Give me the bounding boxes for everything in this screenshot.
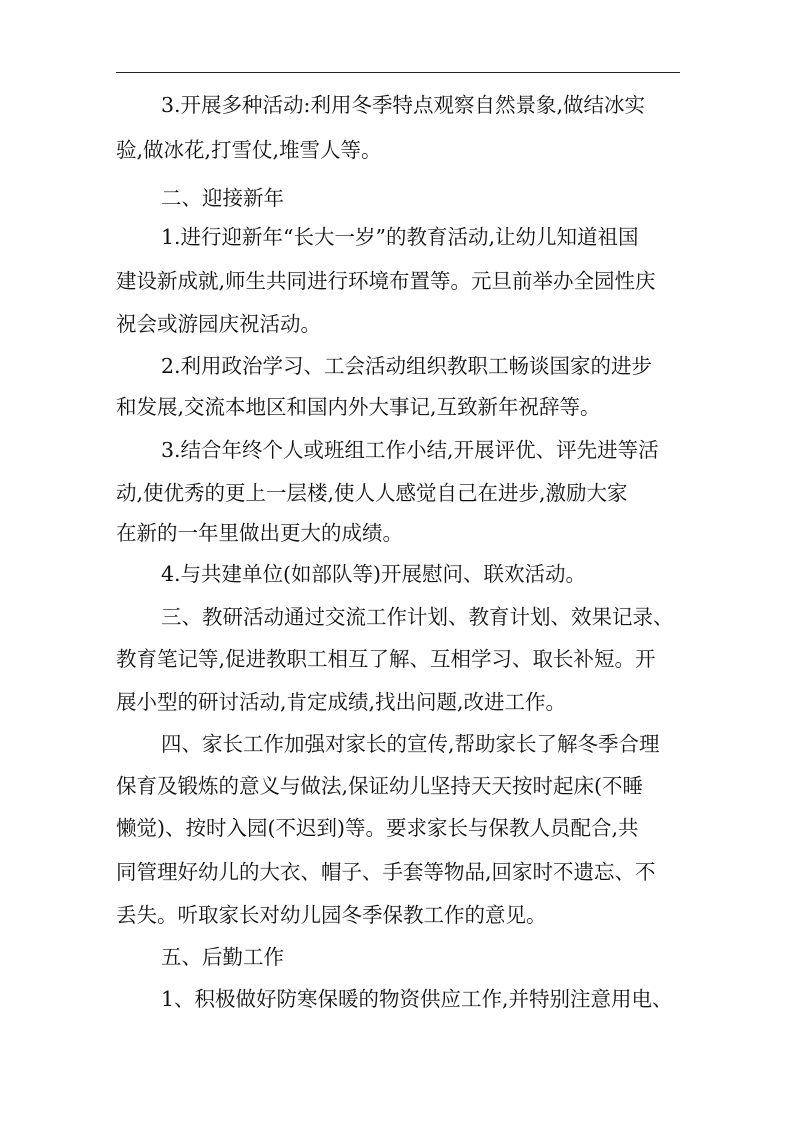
paragraph-line: 验,做冰花,打雪仗,堆雪人等。 [116, 138, 382, 162]
paragraph-line: 1.进行迎新年“长大一岁”的教育活动,让幼儿知道祖国 [161, 225, 639, 249]
paragraph-line: 建设新成就,师生共同进行环境布置等。元旦前举办全园性庆 [116, 269, 656, 293]
paragraph-line: 3.结合年终个人或班组工作小结,开展评优、评先进等活 [161, 438, 659, 462]
paragraph-line: 1、积极做好防寒保暖的物资供应工作,并特别注意用电、 [161, 987, 673, 1011]
paragraph-line: 懒觉)、按时入园(不迟到)等。要求家长与保教人员配合,共 [116, 816, 639, 840]
paragraph-line: 展小型的研讨活动,肯定成绩,找出问题,改进工作。 [116, 690, 567, 714]
paragraph-line: 教育笔记等,促进教职工相互了解、互相学习、取长补短。开 [116, 647, 656, 671]
paragraph-line: 丢失。听取家长对幼儿园冬季保教工作的意见。 [116, 903, 547, 927]
paragraph-line: 同管理好幼儿的大衣、帽子、手套等物品,回家时不遗忘、不 [116, 860, 656, 884]
paragraph-line: 祝会或游园庆祝活动。 [116, 312, 321, 336]
paragraph-line: 4.与共建单位(如部队等)开展慰问、联欢活动。 [161, 562, 587, 586]
section-heading: 三、教研活动通过交流工作计划、教育计划、效果记录、 [161, 605, 674, 629]
paragraph-line: 在新的一年里做出更大的成绩。 [116, 521, 403, 545]
paragraph-line: 和发展,交流本地区和国内外大事记,互致新年祝辞等。 [116, 395, 601, 419]
paragraph-line: 3.开展多种活动:利用冬季特点观察自然景象,做结冰实 [161, 93, 645, 117]
section-heading: 五、后勤工作 [161, 945, 284, 969]
section-heading: 四、家长工作加强对家长的宣传,帮助家长了解冬季合理 [161, 732, 660, 756]
header-rule [116, 72, 680, 73]
paragraph-line: 保育及锻炼的意义与做法,保证幼儿坚持天天按时起床(不睡 [116, 774, 644, 798]
section-heading: 二、迎接新年 [161, 186, 284, 210]
paragraph-line: 2.利用政治学习、工会活动组织教职工畅谈国家的进步 [161, 354, 653, 378]
paragraph-line: 动,使优秀的更上一层楼,使人人感觉自己在进步,激励大家 [116, 481, 628, 505]
